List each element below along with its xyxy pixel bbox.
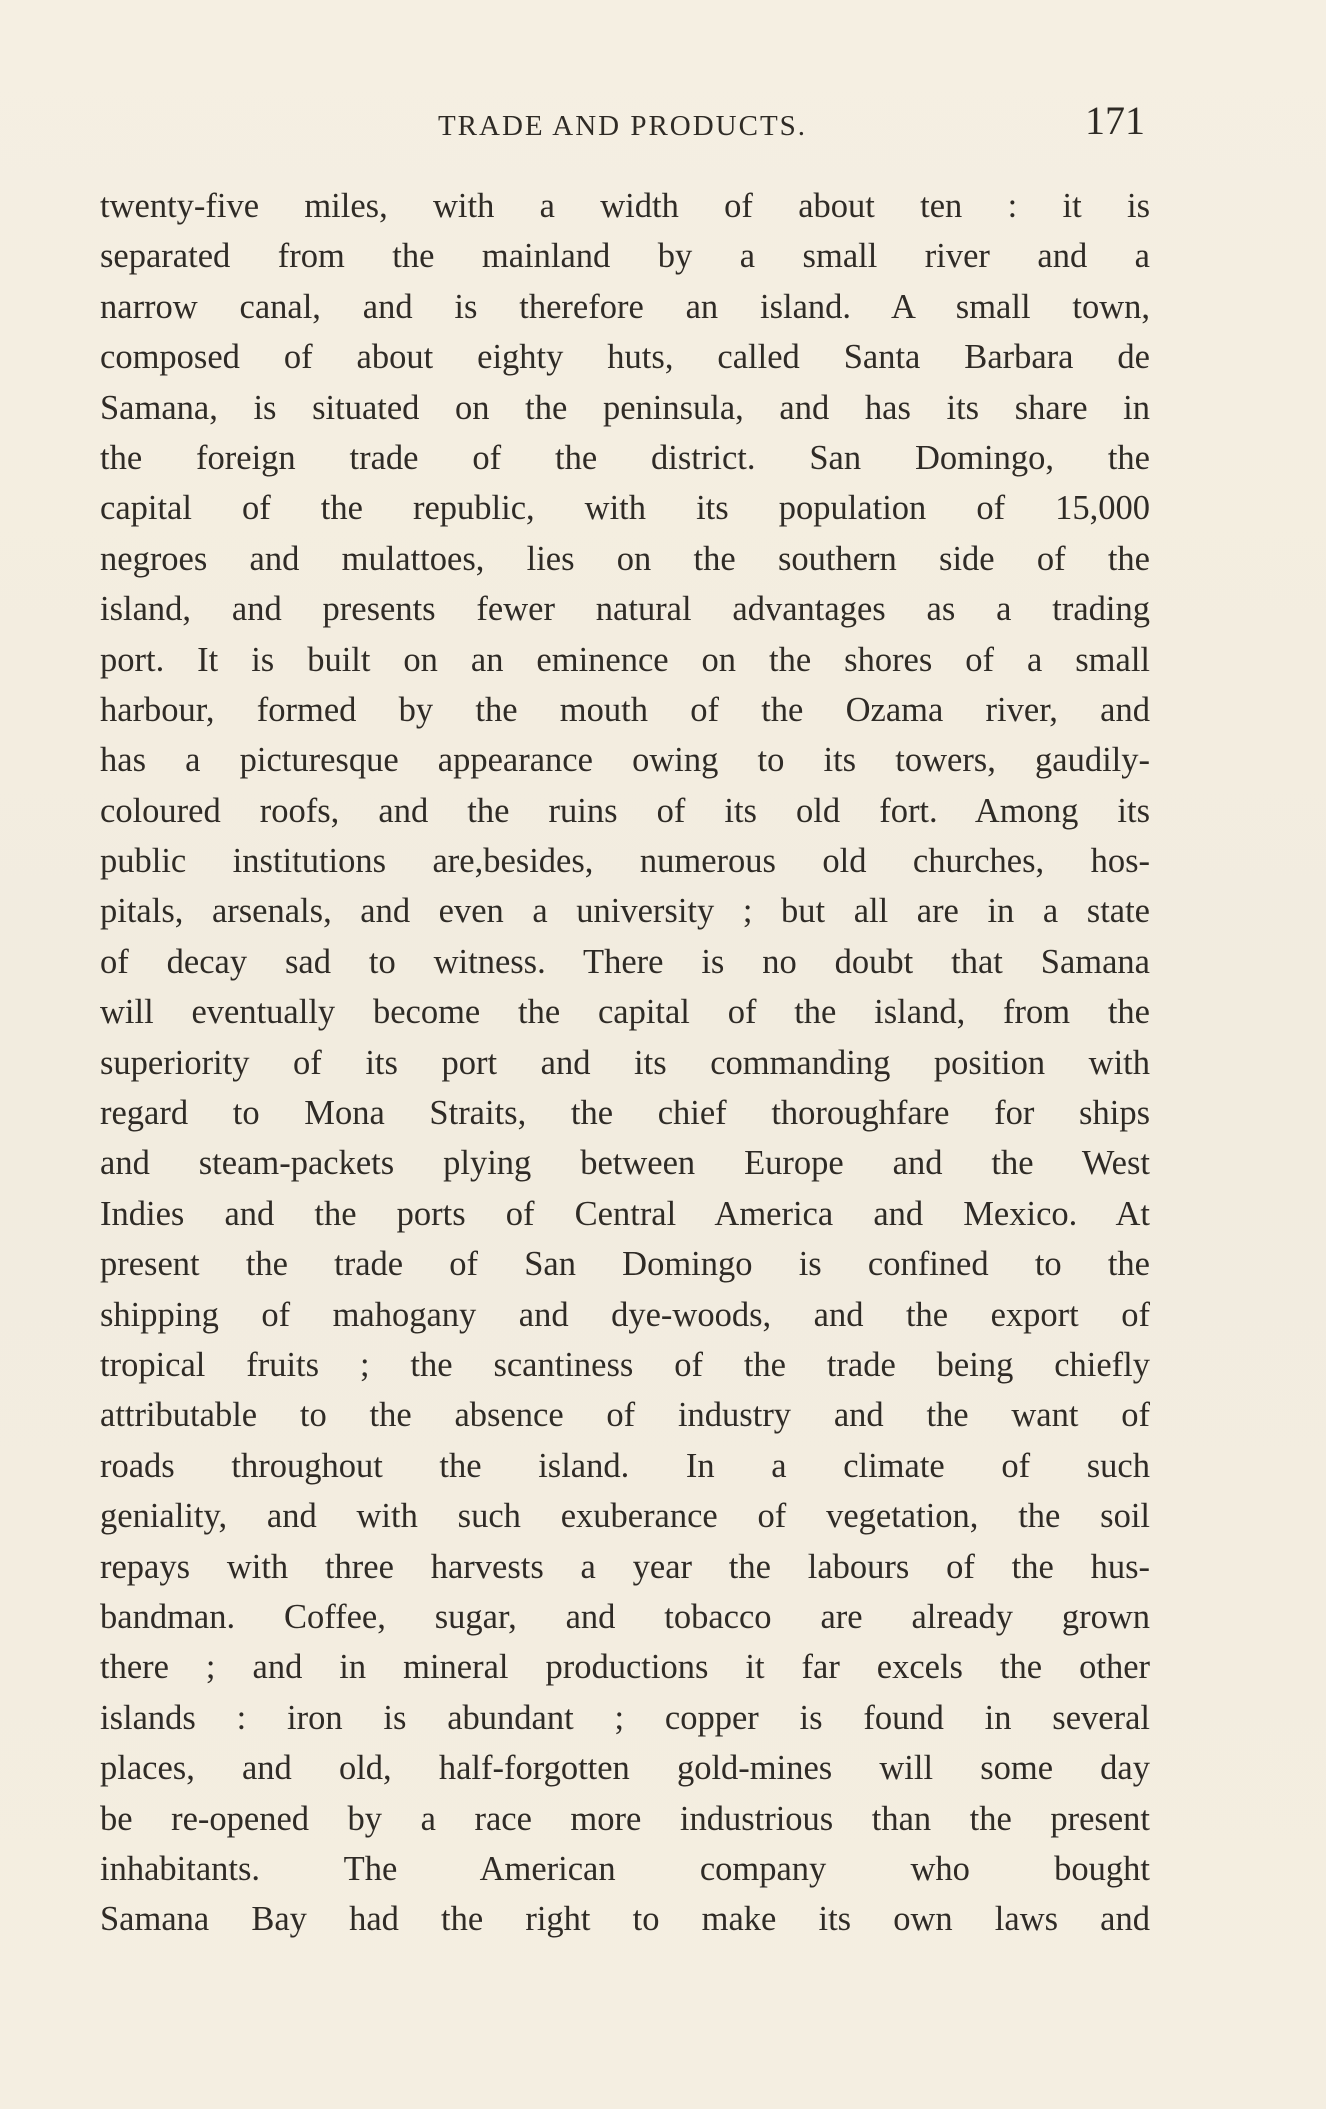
text-line: regard to Mona Straits, the chief thoroughfare for ships bbox=[100, 1094, 1150, 1133]
text-line: there ; and in mineral productions it far excels the other bbox=[100, 1648, 1150, 1687]
text-line: repays with three harvests a year the labours of the hus- bbox=[100, 1547, 1150, 1586]
text-line: islands : iron is abundant ; copper is found in several bbox=[100, 1698, 1150, 1737]
text-line: twenty-five miles, with a width of about ten : it is bbox=[100, 187, 1150, 225]
text-line: be re-opened by a race more industrious than the present bbox=[100, 1799, 1150, 1838]
page-number: 171 bbox=[1085, 98, 1145, 143]
text-line: narrow canal, and is therefore an island. A small town, bbox=[100, 287, 1150, 326]
text-line: shipping of mahogany and dye-woods, and the export of bbox=[100, 1295, 1150, 1334]
text-line: and steam-packets plying between Europe and the West bbox=[100, 1144, 1150, 1183]
text-line: present the trade of San Domingo is confined to the bbox=[100, 1245, 1150, 1284]
text-line: places, and old, half-forgotten gold-mines will some day bbox=[100, 1749, 1150, 1788]
text-line: geniality, and with such exuberance of vegetation, the soil bbox=[100, 1497, 1150, 1536]
text-line: of decay sad to witness. There is no doubt that Samana bbox=[100, 942, 1150, 981]
text-line: superiority of its port and its commanding position with bbox=[100, 1043, 1150, 1082]
text-line: public institutions are,besides, numerous old churches, hos- bbox=[100, 842, 1150, 881]
text-line: composed of about eighty huts, called Santa Barbara de bbox=[100, 338, 1150, 377]
text-line: separated from the mainland by a small river and a bbox=[100, 237, 1150, 276]
text-line: will eventually become the capital of the island, from the bbox=[100, 993, 1150, 1032]
running-title: TRADE AND PRODUCTS. bbox=[437, 110, 808, 142]
text-line: capital of the republic, with its population of 15,000 bbox=[100, 489, 1150, 528]
text-line: attributable to the absence of industry and the want of bbox=[100, 1396, 1150, 1435]
text-line: Indies and the ports of Central America and Mexico. At bbox=[100, 1194, 1150, 1233]
text-line: coloured roofs, and the ruins of its old fort. Among its bbox=[100, 791, 1150, 830]
text-line: negroes and mulattoes, lies on the southern side of the bbox=[100, 539, 1150, 578]
text-line: island, and presents fewer natural advantages as a trading bbox=[100, 590, 1150, 629]
running-head bbox=[100, 96, 1145, 146]
text-line: the foreign trade of the district. San Domingo, the bbox=[100, 438, 1150, 477]
text-line: inhabitants. The American company who bought bbox=[100, 1849, 1150, 1888]
text-line: pitals, arsenals, and even a university ; but all are in a state bbox=[100, 892, 1150, 931]
text-line: has a picturesque appearance owing to its towers, gaudily- bbox=[100, 741, 1150, 780]
text-line: tropical fruits ; the scantiness of the trade being chiefly bbox=[100, 1345, 1150, 1384]
text-line: roads throughout the island. In a climate of such bbox=[100, 1446, 1150, 1485]
text-line: Samana, is situated on the peninsula, and has its share in bbox=[100, 388, 1150, 427]
text-line: port. It is built on an eminence on the shores of a small bbox=[100, 640, 1150, 679]
text-line: Samana Bay had the right to make its own laws and bbox=[100, 1900, 1150, 1939]
body-text bbox=[100, 181, 1150, 1945]
text-line: bandman. Coffee, sugar, and tobacco are already grown bbox=[100, 1597, 1150, 1636]
text-line: harbour, formed by the mouth of the Ozama river, and bbox=[100, 690, 1150, 729]
